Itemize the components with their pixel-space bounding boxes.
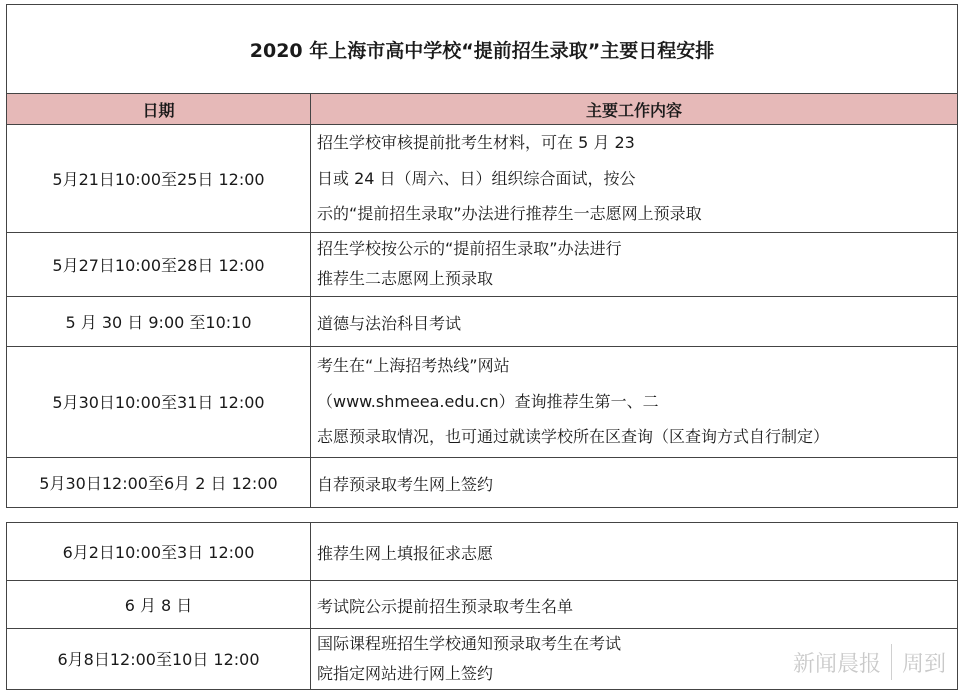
row-content <box>311 457 958 507</box>
table-row <box>7 125 958 233</box>
watermark <box>793 644 946 680</box>
row-date: 6月8日12:00至10日 12:00 <box>7 628 311 689</box>
content-line: 考生在“上海招考热线”网站 <box>317 356 510 376</box>
row-date: 5月27日10:00至28日 12:00 <box>7 232 311 296</box>
table-row <box>7 522 958 580</box>
row-date: 6 月 8 日 <box>7 580 311 628</box>
content-line: 示的“提前招生录取”办法进行推荐生一志愿网上预录取 <box>317 204 702 223</box>
table-header-row <box>7 94 958 125</box>
content-line: 考试院公示提前招生预录取考生名单 <box>317 597 574 617</box>
column-header-date: 日期 <box>7 94 311 125</box>
content-line: 国际课程班招生学校通知预录取考生在考试 <box>317 633 622 653</box>
table-row <box>7 457 958 507</box>
content-line: 推荐生二志愿网上预录取 <box>317 269 494 288</box>
content-line: （www.shmeea.edu.cn）查询推荐生第一、二 <box>317 391 659 411</box>
content-line: 志愿预录取情况，也可通过就读学校所在区查询（区查询方式自行制定） <box>317 427 830 447</box>
row-date: 5月30日12:00至6月 2 日 12:00 <box>7 457 311 507</box>
column-header-content: 主要工作内容 <box>311 94 958 125</box>
schedule-table-main <box>6 4 958 508</box>
table-row <box>7 346 958 457</box>
row-content <box>311 125 958 233</box>
row-content <box>311 296 958 346</box>
table-row <box>7 580 958 628</box>
content-line: 推荐生网上填报征求志愿 <box>317 544 494 564</box>
row-date: 6月2日10:00至3日 12:00 <box>7 522 311 580</box>
watermark-logo-right: 周到 <box>901 651 946 677</box>
row-date: 5 月 30 日 9:00 至10:10 <box>7 296 311 346</box>
row-content <box>311 580 958 628</box>
row-content <box>311 346 958 457</box>
content-line: 自荐预录取考生网上签约 <box>317 475 494 495</box>
content-line: 院指定网站进行网上签约 <box>317 663 494 683</box>
table-row <box>7 296 958 346</box>
content-line: 招生学校按公示的“提前招生录取”办法进行 <box>317 239 622 258</box>
watermark-divider <box>891 644 892 680</box>
schedule-sheet <box>6 4 958 690</box>
watermark-logo-left: 新闻晨报 <box>792 651 881 677</box>
row-content <box>311 522 958 580</box>
table-gap <box>6 508 958 522</box>
content-line: 招生学校审核提前批考生材料，可在 5 月 23 <box>317 133 635 152</box>
content-line: 道德与法治科目考试 <box>317 314 462 334</box>
content-line: 日或 24 日（周六、日）组织综合面试，按公 <box>317 168 636 188</box>
table-row <box>7 232 958 296</box>
table-title: 2020 年上海市高中学校“提前招生录取”主要日程安排 <box>7 5 958 94</box>
row-date: 5月30日10:00至31日 12:00 <box>7 346 311 457</box>
row-date: 5月21日10:00至25日 12:00 <box>7 125 311 233</box>
row-content <box>311 232 958 296</box>
